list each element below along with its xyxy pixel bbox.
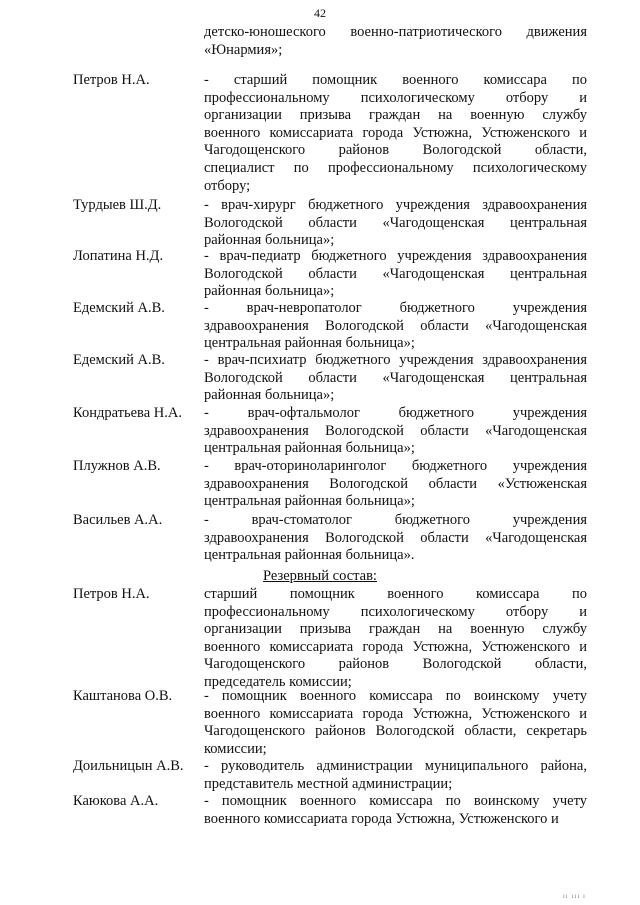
description-line: - помощник военного комиссара по воинскому учету [204, 793, 587, 809]
description-line: здравоохранения Вологодской области «Чагодощенская [204, 317, 587, 334]
description-line: председатель комиссии; [204, 673, 352, 690]
member-description [204, 197, 587, 250]
description-line: военного комиссариата города Устюжна, Устюженского и [204, 705, 587, 722]
scan-mark: ıı ııı ı [562, 892, 586, 900]
description-line: - помощник военного комиссара по воинскому учету [204, 688, 587, 704]
description-line: специалист по профессиональному психологическому [204, 159, 587, 176]
description-line: - врач-психиатр бюджетного учреждения здравоохранения [204, 352, 587, 368]
reserve-section-heading [0, 568, 640, 586]
member-description [204, 458, 587, 511]
description-line: Вологодской области «Чагодощенская центральная [204, 265, 587, 282]
description-line: военного комиссариата города Устюжна, Устюженского и [204, 810, 559, 827]
description-line: центральная районная больница». [204, 547, 415, 564]
member-description [204, 300, 587, 353]
description-line: Чагодощенского районов Вологодской области, [204, 142, 587, 159]
member-description [204, 248, 587, 301]
description-line: здравоохранения Вологодской области «Устюженская [204, 475, 587, 492]
description-line: центральная районная больница»; [204, 440, 415, 457]
description-line: профессиональному психологическому отбору и [204, 603, 587, 620]
continued-description [204, 24, 587, 59]
description-line: - врач-стоматолог бюджетного учреждения [204, 512, 587, 528]
description-line: - врач-офтальмолог бюджетного учреждения [204, 405, 587, 421]
member-name: Кондратьева Н.А. [73, 405, 182, 421]
description-line: профессиональному психологическому отбору и [204, 89, 587, 106]
description-line: организации призыва граждан на военную службу [204, 621, 587, 638]
member-name: Едемский А.В. [73, 352, 165, 368]
description-line: центральная районная больница»; [204, 335, 415, 352]
member-description [204, 793, 587, 828]
member-name: Плужнов А.В. [73, 458, 161, 474]
member-name: Каштанова О.В. [73, 688, 173, 704]
description-line: детско-юношеского военно-патриотического движения [204, 24, 587, 40]
description-line: - старший помощник военного комиссара по [204, 72, 587, 88]
member-name: Петров Н.А. [73, 72, 150, 88]
description-line: - руководитель администрации муниципального района, [204, 758, 587, 774]
description-line: Вологодской области «Чагодощенская центральная [204, 369, 587, 386]
description-line: районная больница»; [204, 232, 335, 249]
description-line: Вологодской области «Чагодощенская центральная [204, 214, 587, 231]
description-line: здравоохранения Вологодской области «Чагодощенская [204, 529, 587, 546]
description-line: - врач-хирург бюджетного учреждения здравоохранения [204, 197, 587, 213]
description-line: отбору; [204, 177, 251, 194]
member-description [204, 352, 587, 405]
description-line: организации призыва граждан на военную службу [204, 107, 587, 124]
description-line: - врач-невропатолог бюджетного учреждения [204, 300, 587, 316]
description-line: представитель местной администрации; [204, 775, 453, 792]
page-number: 42 [314, 6, 326, 20]
member-description [204, 72, 587, 195]
description-line: здравоохранения Вологодской области «Чагодощенская [204, 422, 587, 439]
member-description [204, 758, 587, 793]
description-line: районная больница»; [204, 387, 335, 404]
member-name: Турдыев Ш.Д. [73, 197, 162, 213]
description-line: - врач-педиатр бюджетного учреждения здравоохранения [204, 248, 587, 264]
description-line: - врач-оториноларинголог бюджетного учреждения [204, 458, 587, 474]
reserve-heading-text: Резервный состав: [263, 568, 377, 584]
member-name: Доильницын А.В. [73, 758, 184, 774]
description-line: Чагодощенского районов Вологодской области, секретарь [204, 723, 587, 740]
description-line: военного комиссариата города Устюжна, Устюженского и [204, 638, 587, 655]
description-line: военного комиссариата города Устюжна, Устюженского и [204, 124, 587, 141]
member-name: Петров Н.А. [73, 586, 150, 602]
member-description [204, 405, 587, 458]
member-name: Каюкова А.А. [73, 793, 159, 809]
member-name: Лопатина Н.Д. [73, 248, 164, 264]
description-line: Чагодощенского районов Вологодской области, [204, 656, 587, 673]
description-line: комиссии; [204, 740, 267, 757]
description-line: старший помощник военного комиссара по [204, 586, 587, 602]
description-line: районная больница»; [204, 283, 335, 300]
member-description [204, 688, 587, 758]
description-line: центральная районная больница»; [204, 493, 415, 510]
member-description [204, 586, 587, 692]
description-line: «Юнармия»; [204, 41, 283, 58]
member-name: Едемский А.В. [73, 300, 165, 316]
member-description [204, 512, 587, 565]
member-name: Васильев А.А. [73, 512, 163, 528]
